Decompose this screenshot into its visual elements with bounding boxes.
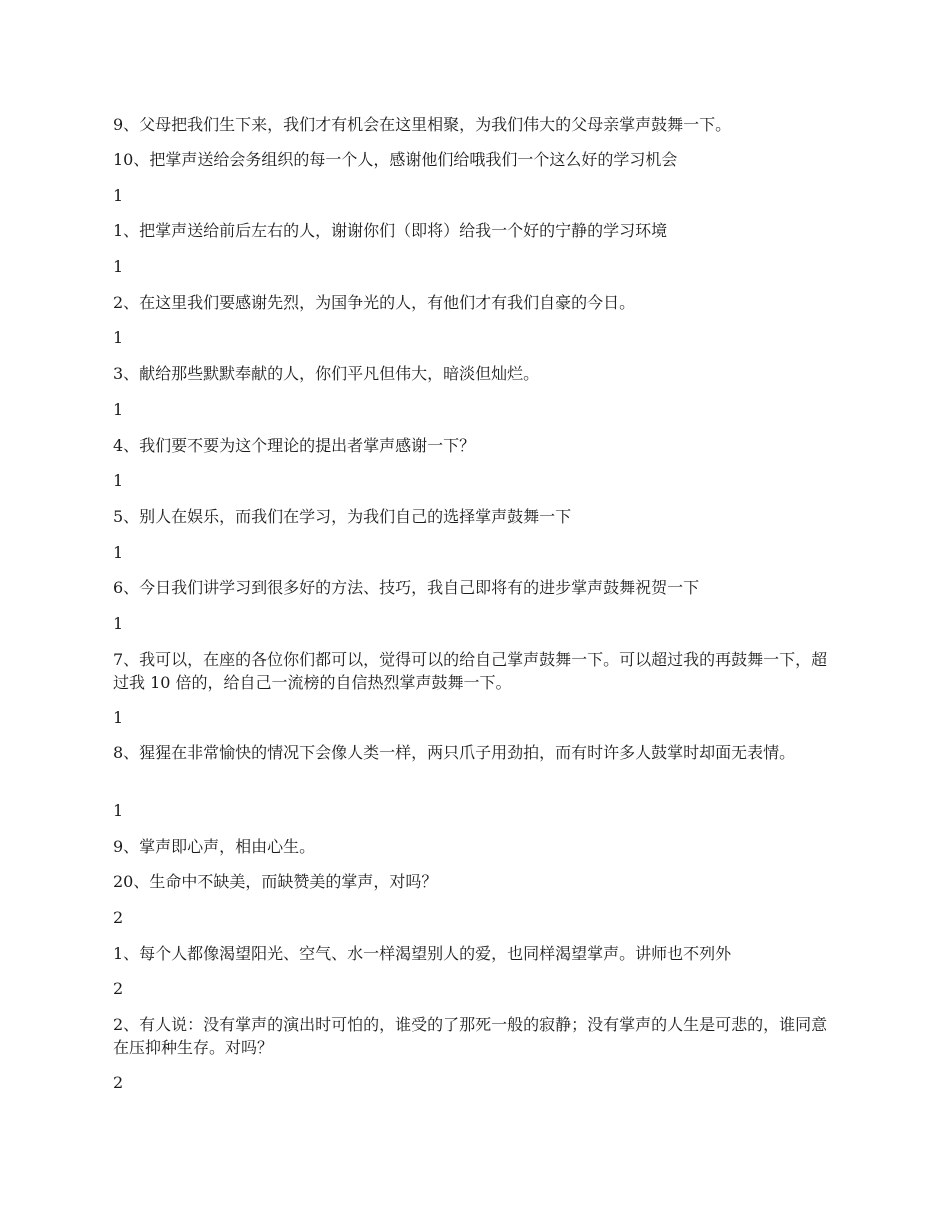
paragraph: 2、在这里我们要感谢先烈，为国争光的人，有他们才有我们自豪的今日。 [113,293,636,312]
paragraph: 6、今日我们讲学习到很多好的方法、技巧，我自己即将有的进步掌声鼓舞祝贺一下 [113,578,700,597]
paragraph-number: 1 [113,543,124,562]
paragraph: 4、我们要不要为这个理论的提出者掌声感谢一下？ [113,436,476,455]
paragraph-number: 1 [113,471,124,490]
paragraph-number: 1 [113,400,124,419]
paragraph-number: 1 [113,708,124,727]
paragraph: 20、生命中不缺美，而缺赞美的掌声，对吗？ [113,872,438,891]
paragraph-number: 1 [113,186,124,205]
paragraph: 9、父母把我们生下来，我们才有机会在这里相聚，为我们伟大的父母亲掌声鼓舞一下。 [113,115,732,134]
paragraph: 10、把掌声送给会务组织的每一个人，感谢他们给哦我们一个这么好的学习机会 [113,150,678,169]
paragraph: 9、掌声即心声，相由心生。 [113,837,316,856]
paragraph: 2、有人说：没有掌声的演出时可怕的，谁受的了那死一般的寂静；没有掌声的人生是可悲的，谁同意在压抑种生存。对吗？ [113,1015,828,1057]
paragraph-number: 2 [113,979,124,998]
paragraph: 5、别人在娱乐，而我们在学习，为我们自己的选择掌声鼓舞一下 [113,507,572,526]
paragraph: 1、每个人都像渴望阳光、空气、水一样渴望别人的爱，也同样渴望掌声。讲师也不列外 [113,944,732,963]
paragraph-number: 1 [113,614,124,633]
paragraph-number: 1 [113,257,124,276]
paragraph-number: 1 [113,801,124,820]
paragraph: 1、把掌声送给前后左右的人，谢谢你们（即将）给我一个好的宁静的学习环境 [113,221,668,240]
paragraph-number: 1 [113,328,124,347]
paragraph: 8、猩猩在非常愉快的情况下会像人类一样，两只爪子用劲拍，而有时许多人鼓掌时却面无表情。 [113,743,796,762]
paragraph: 7、我可以，在座的各位你们都可以，觉得可以的给自己掌声鼓舞一下。可以超过我的再鼓舞一下，超过我 10 倍的，给自己一流榜的自信热烈掌声鼓舞一下。 [113,650,828,692]
paragraph-number: 2 [113,908,124,927]
paragraph-number: 2 [113,1073,124,1092]
paragraph: 3、献给那些默默奉献的人，你们平凡但伟大，暗淡但灿烂。 [113,364,540,383]
